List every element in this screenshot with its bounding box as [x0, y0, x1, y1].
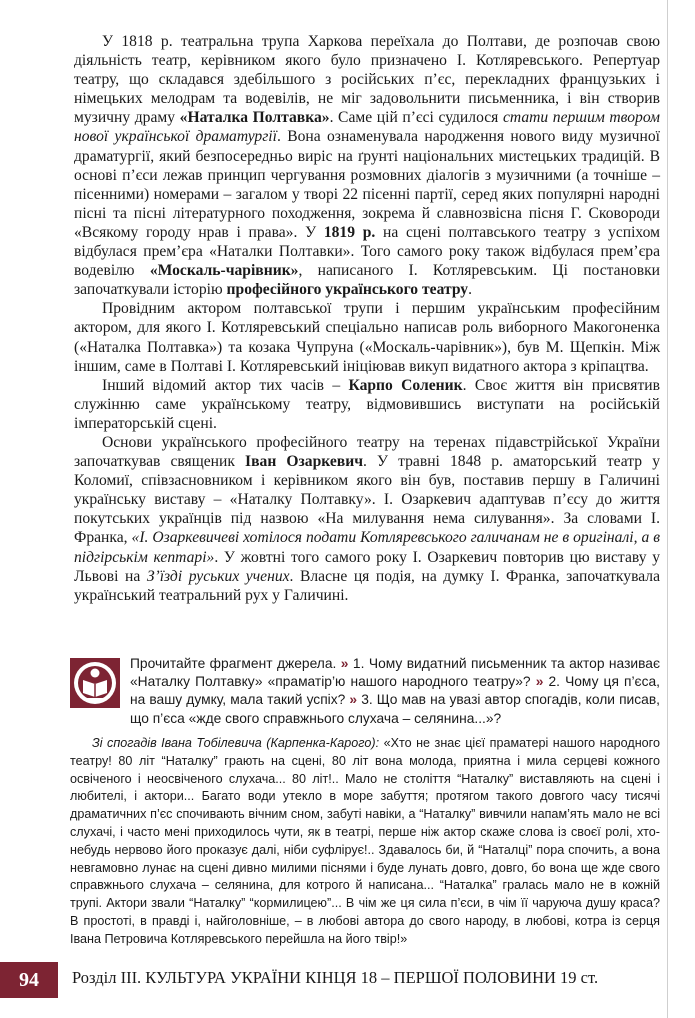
question-3: 3. Що мав на увазі автор спогадів, коли писав, що п’єса «жде свого справжнього слухача – селянина...»? [130, 692, 660, 726]
term-natalka-poltavka: «Наталка Полтавка» [179, 109, 330, 127]
arrow-marker-icon: » [535, 674, 544, 690]
quote-franko: «І. Озаркевичеві хотілося подати Котляревського галичанам не в оригіналі, а в підгірськім кептарі» [74, 529, 660, 566]
quote-source: Зі спогадів Івана Тобілевича (Карпенка-Карого): [92, 736, 380, 750]
term-moskal-charivnyk: «Москаль-чарівник» [149, 262, 299, 280]
term-congress: З’їзді руських учених [146, 567, 290, 585]
question-2: 2. Чому ця п’єса, на вашу думку, мала такий успіх? [130, 674, 660, 708]
page-number: 94 [0, 962, 58, 998]
section-title: Розділ ІІІ. КУЛЬТУРА УКРАЇНИ КІНЦЯ 18 – ПЕРШОЇ ПОЛОВИНИ 19 ст. [72, 968, 599, 987]
term-professional-theatre: професійного українського театру [226, 281, 469, 299]
question-1: 1. Чому видатний письменник та актор називає «Наталку Полтавку» «праматір’ю нашого народного театру»? [130, 656, 660, 690]
page-edge-line [667, 0, 668, 1018]
term-ivan-ozarkevych: Іван Озаркевич [245, 453, 363, 471]
paragraph-kotliarevsky: У 1818 р. театральна трупа Харкова переїхала до Полтави, де розпочав свою діяльність театр, керівником якого було призначено І. Котляревського. Репертуар театру, що складався здебільшого з російських п’єс, перекладних французьких і німецьких мелодрам та водевілів, не міг задовольнити письменника, і він створив музичну драму «Наталка Полтавка». Саме цій п’єсі судилося стати першим твором нової української драматургії. Вона ознаменувала народження нового виду музичної драматургії, який безпосередньо виріс на ґрунті національних мистецьких традицій. В основі п’єси лежав принцип чергування розмовних діалогів з музичними (а точніше – пісенними) номерами – загалом у творі 22 пісенні партії, серед яких популярні народні пісні та пісні літературного походження, зокрема й славнозвісна пісня Г. Сковороди «Всякому городу нрав і права». У 1819 р. на сцені полтавського театру з успіхом відбулася прем’єра «Наталки Полтавки». Того самого року також відбулася прем’єра водевілю «Москаль-чарівник», написаного І. Котляревським. Ці постановки започаткували історію професійного українського театру. [74, 33, 661, 299]
term-karpo-solenyk: Карпо Соленик [348, 376, 463, 394]
emphasis-first-drama: стати першим твором нової української драматургії [74, 109, 660, 146]
paragraph-shchepkin: Провідним актором полтавської трупи і першим українським професійним актором, для якого І. Котляревський спеціально написав роль виборного Макогоненка («Наталка Полтавка») та козака Чупруна («Москаль-чарівник»), був М. Щепкін. Між іншим, саме в Полтаві І. Котляревський ініціював викуп видатного актора з кріпацтва. [74, 300, 660, 375]
main-text [74, 32, 660, 605]
term-1819: 1819 р. [323, 223, 376, 241]
paragraph-ozarkevych: Основи українського професійного театру на теренах підавстрійської України започаткував священик Іван Озаркевич. У травні 1848 р. аматорський театр у Коломиї, співзасновником і керівником якого він був, поставив першу в Галичині українську виставу – «Наталку Полтавку». І. Озаркевич адаптував п’єсу до життя покутських українців під назвою «На милування нема силування». За словами І. Франка, «І. Озаркевичеві хотілося подати Котляревського галичанам не в оригіналі, а в підгірськім кептарі». У жовтні того самого року І. Озаркевич повторив цю виставу у Львові на З’їзді руських учених. Власне ця подія, на думку І. Франка, започаткувала український театральний рух у Галичині. [74, 433, 661, 604]
task-questions: Прочитайте фрагмент джерела. » 1. Чому видатний письменник та актор називає «Наталку Полтавку» «праматір’ю нашого народного театру»? » 2. Чому ця п’єса, на вашу думку, мала такий успіх? » 3. Що мав на увазі автор спогадів, коли писав, що п’єса «жде свого справжнього слухача – селянина...»? [130, 656, 660, 726]
quote-text: «Хто не знає цієї праматері нашого народного театру! 80 літ “Наталку” грають на сцені, 80 літ вона молода, приятна і мила серцеві кожного освіченого і неосвіченого слухача... 80 літ!.. Мало не століття “Наталку” виставляють на сцені і любителі, і актори... Багато води утекло в море забуття; протягом такого довгого часу тисячі драматичних п’єс спочивають вічним сном, забуті навіки, а “Наталку” вивчили напам’ять мало не всі слухачі, і часто мені приходилось чути, як в театрі, перше ніж актор скаже слова із своєї ролі, хто-небудь нервово його проказує далі, ніби суфлірує!.. Здавалось би, й “Наталці” пора спочить, а вона невгамовно лунає на сцені дивно милими піснями і буде лунать довго, довго, бо вона ще жде свого справжнього слухача – селянина, для котрого й написана... “Наталка” гралась мало не в кожній трупі. Актори звали “Наталку” “кормилицею”... В чім же ця сила п’єси, в чім її чаруюча душу краса? В простоті, в правді і, найголовніше, – в любові автора до свого народу, в любові, котра із серця Івана Петровича Котляревського перейшла на його твір!» [70, 736, 660, 946]
arrow-marker-icon: » [340, 656, 349, 671]
source-task-block [70, 655, 660, 726]
source-quote [70, 735, 660, 949]
reading-person-icon [70, 658, 120, 708]
arrow-marker-icon: » [349, 692, 358, 708]
paragraph-solenyk: Інший відомий актор тих часів – Карпо Соленик. Своє життя він присвятив служінню саме українському театру, відмовившись виступати на російській імператорській сцені. [74, 376, 660, 432]
